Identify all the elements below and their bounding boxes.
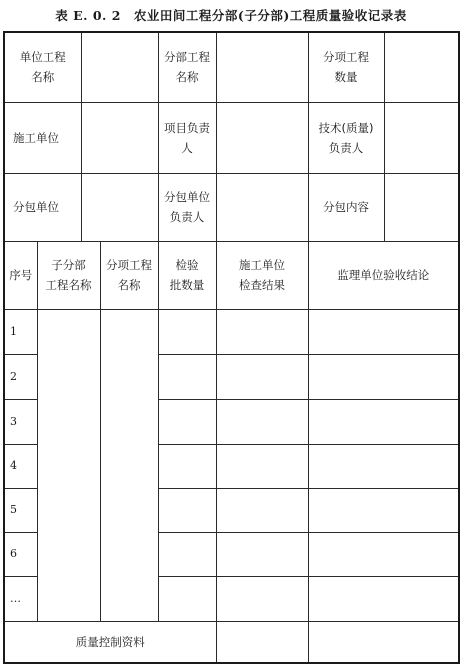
supervision-cell[interactable] bbox=[308, 576, 459, 621]
tech-lead-value[interactable] bbox=[384, 102, 459, 173]
batch-count-cell[interactable] bbox=[158, 488, 216, 532]
supervision-cell[interactable] bbox=[308, 488, 459, 532]
item-count-label: 分项工程 数量 bbox=[308, 32, 384, 102]
quality-docs-check-cell[interactable] bbox=[216, 621, 308, 663]
col-check-result-header: 施工单位 检查结果 bbox=[216, 241, 308, 309]
check-result-cell[interactable] bbox=[216, 576, 308, 621]
col-subdivision-name-header: 子分部 工程名称 bbox=[37, 241, 100, 309]
construction-unit-value[interactable] bbox=[81, 102, 158, 173]
info-row-2 bbox=[4, 102, 459, 173]
col-batch-count-header: 检验 批数量 bbox=[158, 241, 216, 309]
supervision-cell[interactable] bbox=[308, 532, 459, 576]
supervision-cell[interactable] bbox=[308, 354, 459, 399]
row-number: 4 bbox=[4, 444, 37, 488]
row-number: … bbox=[4, 576, 37, 621]
footer-row bbox=[4, 621, 459, 663]
supervision-cell[interactable] bbox=[308, 444, 459, 488]
subcontractor-lead-label: 分包单位 负责人 bbox=[158, 173, 216, 241]
batch-count-cell[interactable] bbox=[158, 399, 216, 444]
row-number: 2 bbox=[4, 354, 37, 399]
check-result-cell[interactable] bbox=[216, 532, 308, 576]
table-row bbox=[4, 309, 459, 354]
subcontractor-lead-value[interactable] bbox=[216, 173, 308, 241]
construction-unit-label: 施工单位 bbox=[4, 102, 81, 173]
project-lead-label: 项目负责人 bbox=[158, 102, 216, 173]
batch-count-cell[interactable] bbox=[158, 576, 216, 621]
item-name-cell[interactable] bbox=[100, 309, 158, 621]
subcontractor-label: 分包单位 bbox=[4, 173, 81, 241]
row-number: 1 bbox=[4, 309, 37, 354]
form-title: 表 E. 0. 2 农业田间工程分部(子分部)工程质量验收记录表 bbox=[55, 8, 407, 23]
division-name-label: 分部工程 名称 bbox=[158, 32, 216, 102]
col-supervision-header: 监理单位验收结论 bbox=[308, 241, 459, 309]
batch-count-cell[interactable] bbox=[158, 354, 216, 399]
supervision-cell[interactable] bbox=[308, 309, 459, 354]
quality-docs-supervision-cell[interactable] bbox=[308, 621, 459, 663]
quality-docs-label: 质量控制资料 bbox=[4, 621, 216, 663]
subdivision-name-cell[interactable] bbox=[37, 309, 100, 621]
row-number: 6 bbox=[4, 532, 37, 576]
row-number: 3 bbox=[4, 399, 37, 444]
info-row-3 bbox=[4, 173, 459, 241]
check-result-cell[interactable] bbox=[216, 399, 308, 444]
check-result-cell[interactable] bbox=[216, 354, 308, 399]
project-lead-value[interactable] bbox=[216, 102, 308, 173]
check-result-cell[interactable] bbox=[216, 488, 308, 532]
tech-lead-label: 技术(质量) 负责人 bbox=[308, 102, 384, 173]
subcontractor-value[interactable] bbox=[81, 173, 158, 241]
unit-project-name-value[interactable] bbox=[81, 32, 158, 102]
col-item-name-header: 分项工程 名称 bbox=[100, 241, 158, 309]
info-row-1 bbox=[4, 32, 459, 102]
acceptance-record-table bbox=[3, 31, 460, 664]
item-count-value[interactable] bbox=[384, 32, 459, 102]
unit-project-name-label: 单位工程 名称 bbox=[4, 32, 81, 102]
check-result-cell[interactable] bbox=[216, 444, 308, 488]
subcontract-content-value[interactable] bbox=[384, 173, 459, 241]
batch-count-cell[interactable] bbox=[158, 309, 216, 354]
subcontract-content-label: 分包内容 bbox=[308, 173, 384, 241]
check-result-cell[interactable] bbox=[216, 309, 308, 354]
batch-count-cell[interactable] bbox=[158, 532, 216, 576]
col-seq-header: 序号 bbox=[4, 241, 37, 309]
supervision-cell[interactable] bbox=[308, 399, 459, 444]
column-header-row bbox=[4, 241, 459, 309]
division-name-value[interactable] bbox=[216, 32, 308, 102]
row-number: 5 bbox=[4, 488, 37, 532]
batch-count-cell[interactable] bbox=[158, 444, 216, 488]
